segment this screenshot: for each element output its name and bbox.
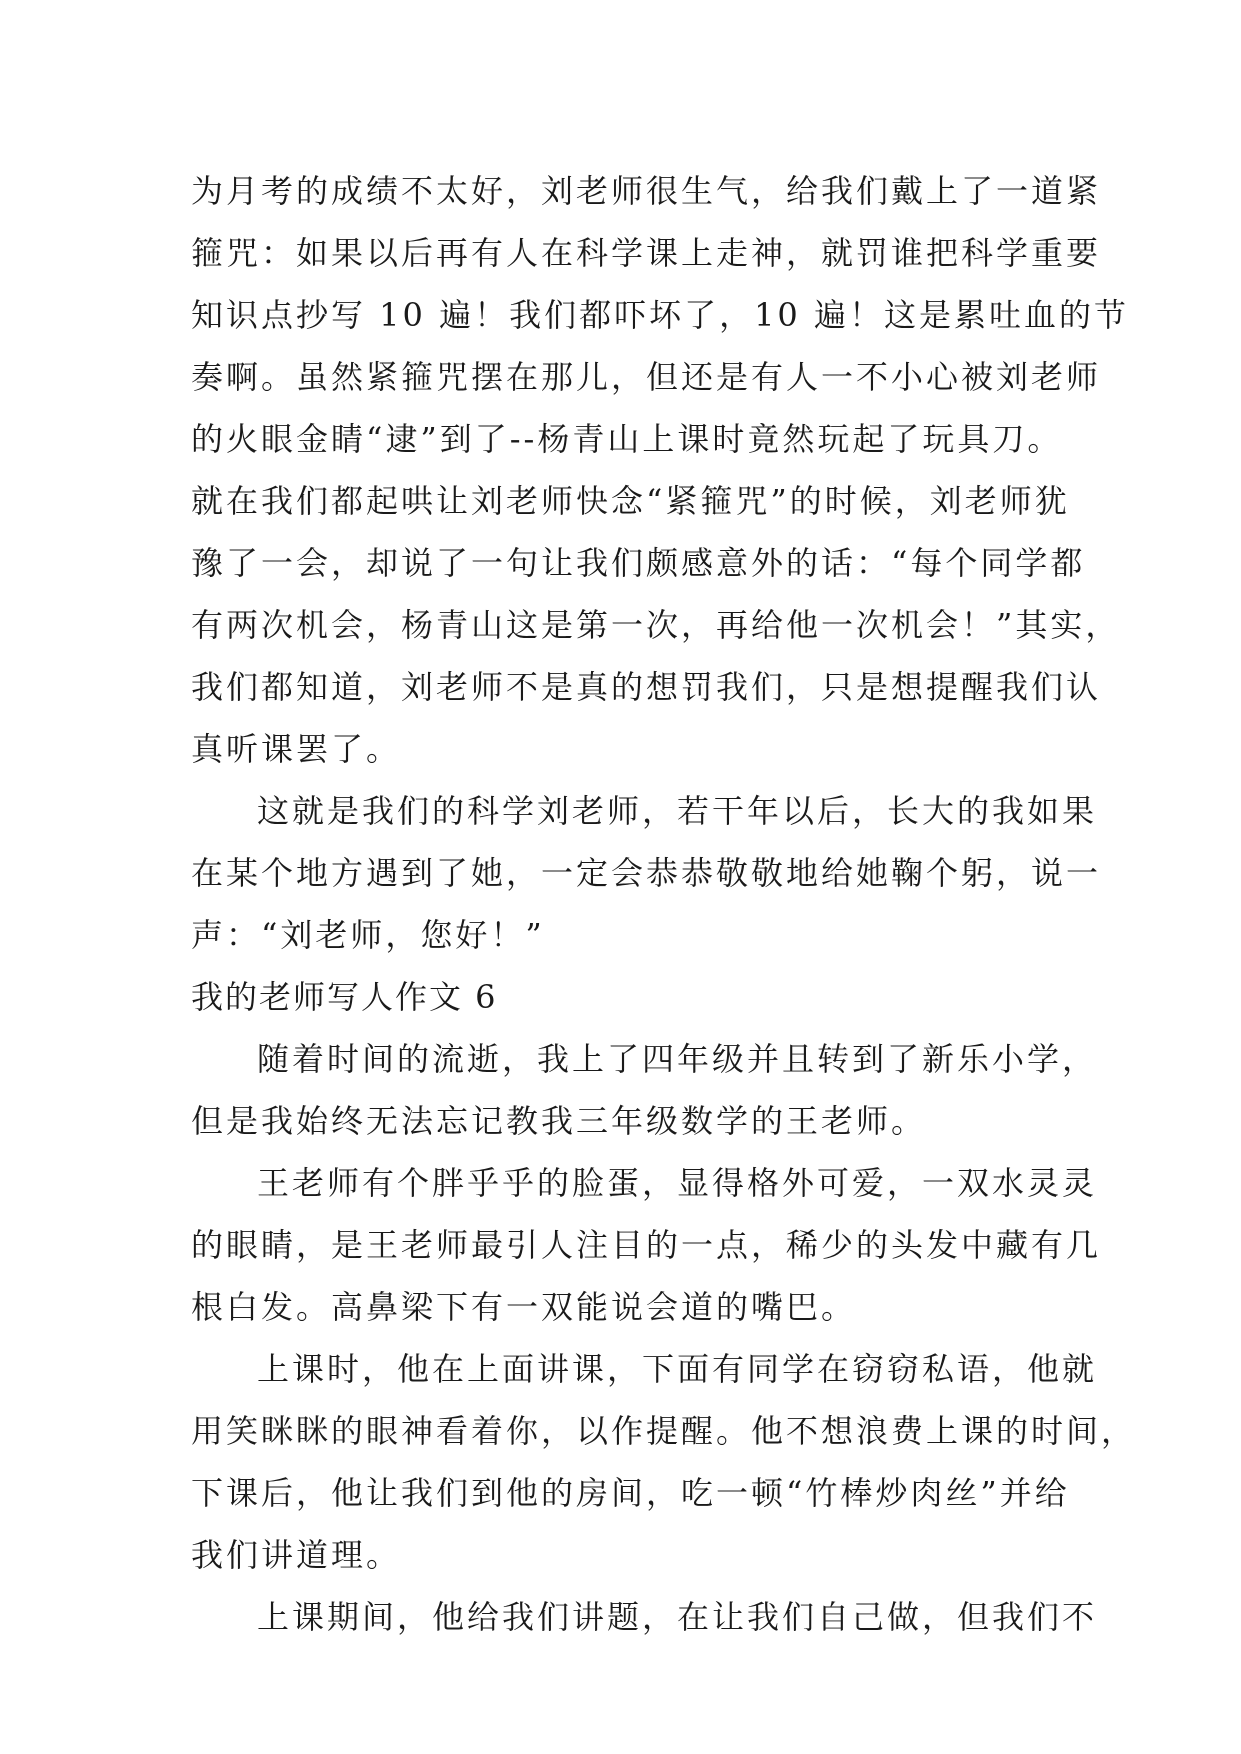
paragraph-line: 的火眼金睛“逮”到了--杨青山上课时竟然玩起了玩具刀。 — [191, 420, 1063, 458]
section-heading: 我的老师写人作文 6 — [191, 978, 498, 1016]
paragraph-line: 豫了一会，却说了一句让我们颇感意外的话：“每个同学都 — [191, 544, 1086, 582]
paragraph-line: 有两次机会，杨青山这是第一次，再给他一次机会！”其实， — [191, 606, 1121, 644]
paragraph-line: 随着时间的流逝，我上了四年级并且转到了新乐小学， — [257, 1040, 1098, 1078]
paragraph-line: 我们都知道，刘老师不是真的想罚我们，只是想提醒我们认 — [191, 668, 1102, 706]
paragraph-line: 上课期间，他给我们讲题，在让我们自己做，但我们不 — [257, 1598, 1098, 1636]
paragraph-line: 知识点抄写 10 遍！我们都吓坏了，10 遍！这是累吐血的节 — [191, 296, 1129, 334]
paragraph-line: 就在我们都起哄让刘老师快念“紧箍咒”的时候，刘老师犹 — [191, 482, 1070, 520]
paragraph-line: 在某个地方遇到了她，一定会恭恭敬敬地给她鞠个躬，说一 — [191, 854, 1102, 892]
paragraph-line: 真听课罢了。 — [191, 730, 402, 768]
paragraph-line: 奏啊。虽然紧箍咒摆在那儿，但还是有人一不小心被刘老师 — [191, 358, 1102, 396]
paragraph-line: 为月考的成绩不太好，刘老师很生气，给我们戴上了一道紧 — [191, 172, 1102, 210]
paragraph-line: 上课时，他在上面讲课，下面有同学在窃窃私语，他就 — [257, 1350, 1098, 1388]
paragraph-line: 但是我始终无法忘记教我三年级数学的王老师。 — [191, 1102, 927, 1140]
document-page — [191, 160, 1137, 1648]
paragraph-line: 的眼睛，是王老师最引人注目的一点，稀少的头发中藏有几 — [191, 1226, 1102, 1264]
paragraph-line: 王老师有个胖乎乎的脸蛋，显得格外可爱，一双水灵灵 — [257, 1164, 1098, 1202]
paragraph-line: 用笑眯眯的眼神看着你，以作提醒。他不想浪费上课的时间， — [191, 1412, 1137, 1450]
paragraph-line: 箍咒：如果以后再有人在科学课上走神，就罚谁把科学重要 — [191, 234, 1102, 272]
paragraph-line: 下课后，他让我们到他的房间，吃一顿“竹棒炒肉丝”并给 — [191, 1474, 1070, 1512]
paragraph-line: 声：“刘老师，您好！” — [191, 916, 545, 954]
paragraph-line: 我们讲道理。 — [191, 1536, 402, 1574]
paragraph-line: 根白发。高鼻梁下有一双能说会道的嘴巴。 — [191, 1288, 857, 1326]
paragraph-line: 这就是我们的科学刘老师，若干年以后，长大的我如果 — [257, 792, 1098, 830]
